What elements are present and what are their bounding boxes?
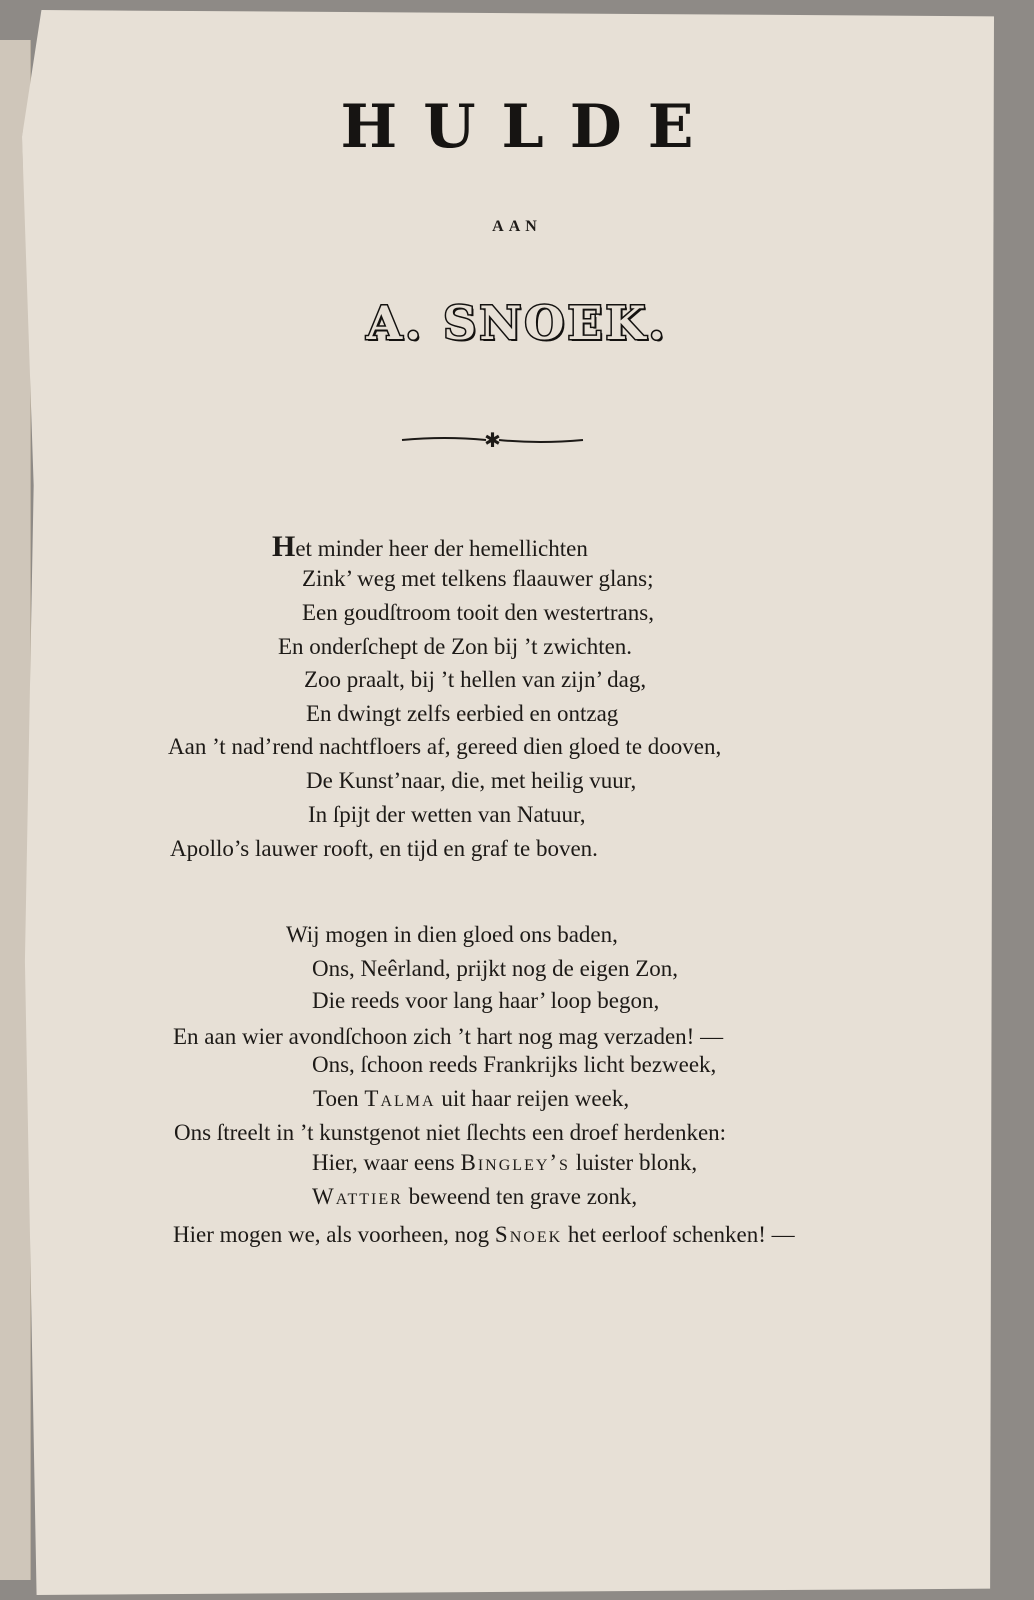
stanza1-line6: En dwingt zelfs eerbied en ontzag — [306, 701, 619, 726]
stanza2-line4: En aan wier avondſchoon zich ’t hart nog mag verzaden! — — [173, 1024, 724, 1049]
stanza2-line3: Die reeds voor lang haar’ loop begon, — [312, 988, 660, 1013]
stanza2-line2: Ons, Neêrland, prijkt nog de eigen Zon, — [312, 956, 678, 981]
stanza2-line8: Hier, waar eens Bingley’s luister blonk, — [312, 1150, 698, 1175]
name-snoek: Snoek — [494, 1222, 563, 1247]
stanza1-line10: Apollo’s lauwer rooft, en tijd en graf te boven. — [170, 836, 598, 861]
svg-text:✱: ✱ — [484, 428, 501, 452]
stanza1-line8: De Kunst’naar, die, met heilig vuur, — [306, 768, 637, 793]
stanza2-line7: Ons ſtreelt in ’t kunstgenot niet ſlechts een droef herdenken: — [174, 1120, 727, 1145]
stanza1-line1: Het minder heer der hemellichten — [272, 530, 588, 563]
stanza1-line3: Een goudſtroom tooit den westertrans, — [302, 600, 654, 625]
stanza1-line5: Zoo praalt, bij ’t hellen van zijn’ dag, — [304, 667, 647, 692]
stanza2-line5: Ons, ſchoon reeds Frankrijks licht bezweek, — [312, 1052, 717, 1077]
stanza2-line9: Wattier beweend ten grave zonk, — [312, 1184, 638, 1209]
dedicatee-name: A. SNOEK. — [366, 296, 668, 350]
stanza1-line7: Aan ’t nad’rend nachtfloers af, gereed dien gloed te dooven, — [168, 734, 722, 759]
name-bingley: Bingley’s — [460, 1150, 570, 1175]
poem-title: HULDE — [340, 92, 720, 162]
stanza2-line10: Hier mogen we, als voorheen, nog Snoek het eerloof schenken! — — [173, 1222, 795, 1247]
stanza1-line2: Zink’ weg met telkens flaauwer glans; — [302, 566, 654, 591]
stanza1-line9: In ſpijt der wetten van Natuur, — [308, 802, 586, 827]
name-talma: Talma — [364, 1086, 436, 1111]
stanza2-line1: Wij mogen in dien gloed ons baden, — [286, 922, 618, 947]
stanza1-line4: En onderſchept de Zon bij ’t zwichten. — [278, 634, 633, 659]
name-wattier: Wattier — [312, 1184, 403, 1209]
drop-cap: H — [272, 530, 296, 563]
stanza2-line6: Toen Talma uit haar reijen week, — [313, 1086, 630, 1111]
poem-subtitle: AAN — [492, 218, 542, 235]
